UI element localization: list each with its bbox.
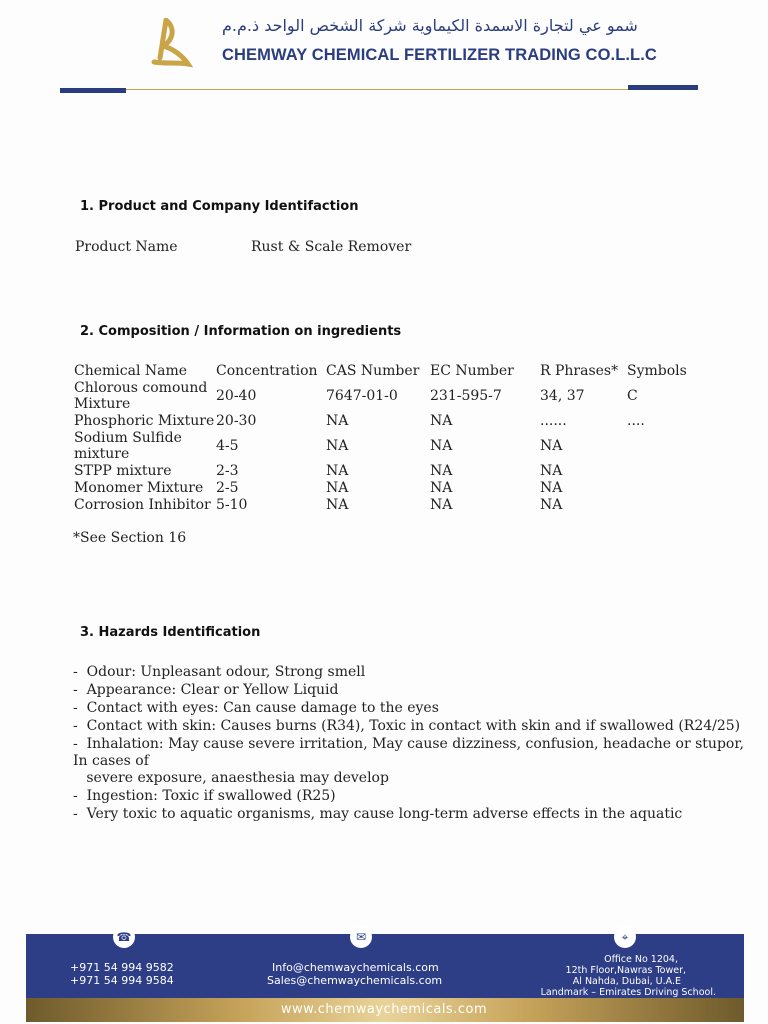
table-cell-name: STPP mixture [74,463,172,479]
table-cell: 7647-01-0 [326,388,398,404]
table-cell: NA [326,413,349,429]
table-cell-name: Corrosion Inhibitor [74,497,211,513]
table-cell: 34, 37 [540,388,585,404]
table-cell: NA [430,497,453,513]
section-heading-1: 1. Product and Company Identifaction [80,199,359,214]
table-cell: NA [540,463,563,479]
hazard-line: - Inhalation: May cause severe irritation, May cause dizziness, confusion, headache or stupor, [73,736,744,752]
table-header-cell: Concentration [216,363,318,379]
header-divider [60,89,698,90]
company-name-arabic: شمو عي لتجارة الاسمدة الكيماوية شركة الشخص الواحد ذ.م.م [222,16,638,35]
footer-website-link[interactable]: www.chemwaychemicals.com [280,1002,488,1017]
table-cell: NA [430,438,453,454]
table-cell: 4-5 [216,438,239,454]
hazard-line: severe exposure, anaesthesia may develop [73,770,389,786]
mail-icon: ✉ [350,926,372,948]
table-cell-name: Monomer Mixture [74,480,204,496]
table-cell: ...... [540,413,567,429]
table-cell: 5-10 [216,497,248,513]
footer-address-line: 12th Floor,Nawras Tower, [565,965,686,976]
table-cell: C [627,388,638,404]
table-cell: NA [326,480,349,496]
footer-phone-2: +971 54 994 9584 [70,974,174,987]
table-cell: 2-3 [216,463,239,479]
table-header-cell: CAS Number [326,363,420,379]
product-name-label: Product Name [75,239,178,255]
hazard-line: In cases of [73,753,149,769]
hazard-line: - Odour: Unpleasant odour, Strong smell [73,664,366,680]
table-cell: NA [326,497,349,513]
product-name-value: Rust & Scale Remover [251,239,412,255]
company-name: CHEMWAY CHEMICAL FERTILIZER TRADING CO.L.L.C [222,46,657,64]
hazard-line: - Ingestion: Toxic if swallowed (R25) [73,788,336,804]
table-cell: NA [540,480,563,496]
table-cell-name: Chlorous comound [74,380,208,396]
footer-address-line: Al Nahda, Dubai, U.A.E [572,976,681,987]
table-cell-name: Sodium Sulfide [74,430,182,446]
table-cell: 231-595-7 [430,388,502,404]
table-cell: NA [430,413,453,429]
table-cell: NA [540,497,563,513]
header-accent-left [60,88,126,93]
footer-email-info: Info@chemwaychemicals.com [272,961,439,974]
table-header-cell: Symbols [627,363,687,379]
location-icon: ⌖ [614,926,636,948]
phone-icon: ☎ [113,926,135,948]
footer-address-line: Office No 1204, [604,954,678,965]
table-cell-name: Phosphoric Mixture [74,413,215,429]
table-cell: NA [430,480,453,496]
footer-address-line: Landmark – Emirates Driving School. [540,987,716,998]
table-cell: NA [430,463,453,479]
table-cell: 20-40 [216,388,257,404]
table-cell-name: Mixture [74,396,131,412]
table-header-cell: EC Number [430,363,514,379]
footer-email-sales: Sales@chemwaychemicals.com [267,974,443,987]
table-cell: .... [627,413,645,429]
section-heading-3: 3. Hazards Identification [80,625,261,640]
hazard-line: - Contact with skin: Causes burns (R34), Toxic in contact with skin and if swallowed (R24/25) [73,718,741,734]
table-cell: NA [540,438,563,454]
table-cell: NA [326,463,349,479]
hazard-line: - Contact with eyes: Can cause damage to the eyes [73,700,439,716]
section-heading-2: 2. Composition / Information on ingredients [80,324,402,339]
company-logo [148,18,194,68]
table-header-cell: Chemical Name [74,363,188,379]
header-accent-right [628,85,698,90]
table-header-cell: R Phrases* [540,363,619,379]
table-cell: 2-5 [216,480,239,496]
table-cell-name: mixture [74,446,130,462]
footer-phone-1: +971 54 994 9582 [70,961,174,974]
hazard-line: - Appearance: Clear or Yellow Liquid [73,682,339,698]
table-footnote: *See Section 16 [73,530,187,546]
table-cell: NA [326,438,349,454]
hazard-line: - Very toxic to aquatic organisms, may cause long-term adverse effects in the aquatic [73,806,683,822]
table-cell: 20-30 [216,413,257,429]
